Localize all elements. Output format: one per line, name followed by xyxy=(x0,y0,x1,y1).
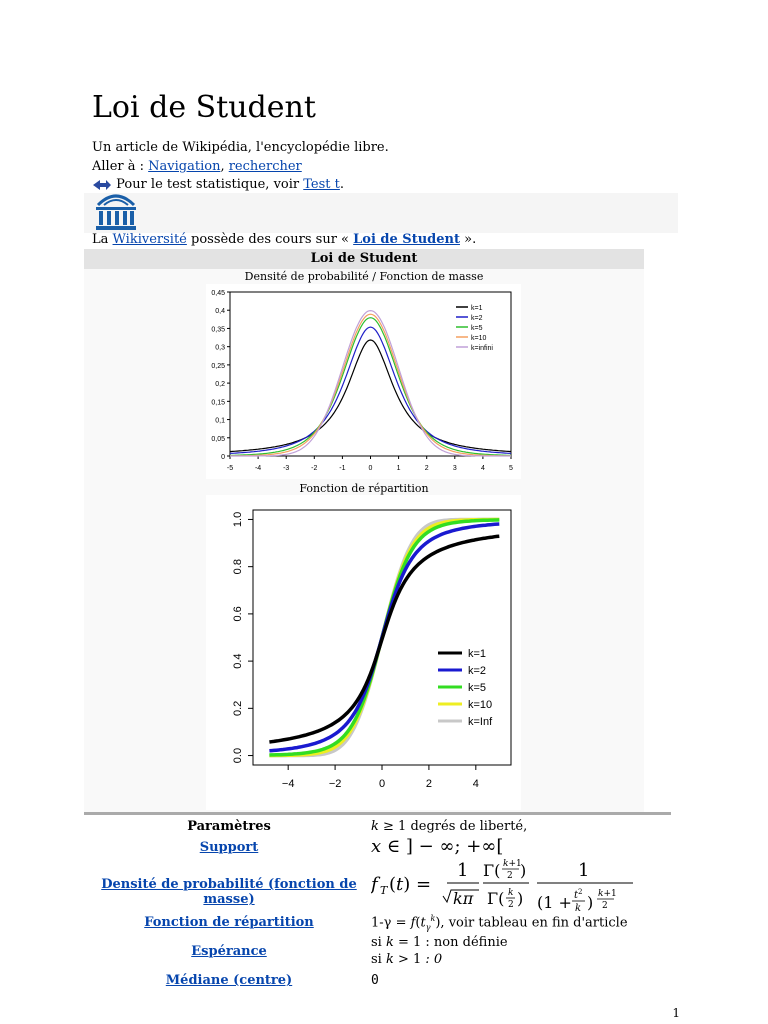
cdf-legend-label: k=Inf xyxy=(468,716,493,728)
pdf-y-tick-label: 0,1 xyxy=(215,417,225,425)
svg-text:k: k xyxy=(575,903,582,914)
test-t-link[interactable]: Test t xyxy=(303,177,340,192)
disambig-icon xyxy=(92,177,116,192)
pdf-y-tick-label: 0,4 xyxy=(215,308,225,316)
svg-text:(t) =: (t) = xyxy=(389,874,432,895)
pdf-legend-label: k=2 xyxy=(471,315,483,322)
disambig-end: . xyxy=(339,177,345,192)
svg-text:(1 +: (1 + xyxy=(537,893,572,912)
goto-line xyxy=(92,159,302,175)
infobox-separator xyxy=(84,812,671,815)
svg-text:Γ(: Γ( xyxy=(487,889,505,908)
goto-sep: , xyxy=(220,159,225,174)
param-label-mediane xyxy=(84,973,374,988)
cdf-legend-label: k=1 xyxy=(468,648,487,660)
search-link[interactable]: rechercher xyxy=(228,159,302,174)
page-title: Loi de Student xyxy=(92,90,316,125)
pdf-x-tick-label: 2 xyxy=(424,465,429,472)
cdf-y-tick-label: 1.0 xyxy=(232,511,244,528)
param-value-esperance-2: si k > 1 : 0 xyxy=(371,952,443,967)
wikiversity-band xyxy=(84,193,678,233)
pdf-x-tick-label: 0 xyxy=(368,465,373,472)
pdf-x-tick-label: -1 xyxy=(339,465,346,472)
pdf-x-tick-label: -5 xyxy=(226,465,234,472)
pdf-y-tick-label: 0,3 xyxy=(215,344,225,352)
cdf-y-tick-label: 0.0 xyxy=(232,747,244,764)
svg-text:k+1: k+1 xyxy=(503,859,522,869)
pdf-legend-label: k=1 xyxy=(471,305,483,312)
wikiversity-link[interactable]: Wikiversité xyxy=(112,232,187,247)
cdf-caption: Fonction de répartition xyxy=(299,482,429,495)
pdf-legend-label: k=10 xyxy=(471,335,487,342)
cdf-x-tick-label: 0 xyxy=(378,778,386,790)
pdf-chart xyxy=(206,284,521,479)
svg-text:T: T xyxy=(380,884,388,897)
param-label-cdf xyxy=(84,915,374,930)
cdf-x-tick-label: −4 xyxy=(281,778,295,790)
pdf-x-tick-label: 1 xyxy=(396,465,401,472)
cdf-chart xyxy=(206,495,521,810)
pdf-y-tick-label: 0 xyxy=(221,454,225,461)
navigation-link[interactable]: Navigation xyxy=(148,159,221,174)
wikiv-end: ». xyxy=(464,232,477,247)
svg-text:2: 2 xyxy=(602,901,608,911)
mediane-link[interactable]: Médiane (centre) xyxy=(165,973,293,988)
cdf-x-tick-label: 4 xyxy=(472,778,479,790)
param-value-parametres: k ≥ 1 degrés de liberté, xyxy=(371,819,528,834)
wikiv-prefix: La xyxy=(92,232,109,247)
cdf-link[interactable]: Fonction de répartition xyxy=(144,915,314,930)
cdf-y-tick-label: 0.8 xyxy=(232,559,244,575)
param-value-cdf: $1-\gamma = f(t_\gamma^k)$, voir tableau en fin d'article xyxy=(371,914,628,932)
svg-text:1: 1 xyxy=(578,860,590,881)
param-label-support xyxy=(84,840,374,855)
wikiv-mid: possède des cours sur « xyxy=(191,232,349,247)
svg-text:k+1: k+1 xyxy=(598,889,617,899)
cdf-y-tick-label: 0.4 xyxy=(232,653,244,669)
svg-text:): ) xyxy=(517,889,524,908)
density-link[interactable]: Densité de probabilité (fonction de masse) xyxy=(101,877,357,907)
pdf-x-tick-label: 5 xyxy=(509,465,513,472)
pdf-x-tick-label: 3 xyxy=(452,465,457,472)
svg-text:kπ: kπ xyxy=(453,889,474,908)
cdf-x-tick-label: 2 xyxy=(425,778,432,790)
pdf-legend-label: k=5 xyxy=(471,325,483,332)
svg-text:): ) xyxy=(587,893,594,912)
param-value-esperance: si k = 1 : non définie xyxy=(371,935,508,950)
wikiversity-line xyxy=(92,232,476,248)
param-value-support: x ∈ ] − ∞; +∞[ xyxy=(371,836,504,857)
svg-text:t2: $t^2$ xyxy=(574,888,583,901)
goto-prefix: Aller à : xyxy=(92,159,145,174)
param-label-density xyxy=(84,877,374,907)
pdf-x-tick-label: 4 xyxy=(480,465,485,472)
param-label-esperance xyxy=(84,944,374,959)
pdf-y-tick-label: 0,15 xyxy=(211,399,225,407)
param-label-parametres: Paramètres xyxy=(187,819,271,834)
param-value-mediane: 0 xyxy=(371,973,379,988)
svg-text:f: f xyxy=(371,874,378,895)
wikiversity-icon xyxy=(92,193,140,237)
disambig-text: Pour le test statistique, voir xyxy=(116,177,300,192)
pdf-x-tick-label: -3 xyxy=(283,465,290,472)
svg-text:Γ(: Γ( xyxy=(483,861,501,880)
svg-text:2: 2 xyxy=(507,871,513,881)
course-link[interactable]: Loi de Student xyxy=(353,232,460,247)
pdf-legend-label: k=infini xyxy=(471,345,493,352)
pdf-y-tick-label: 0,25 xyxy=(211,362,225,370)
page-number: 1 xyxy=(672,1006,680,1020)
pdf-caption: Densité de probabilité / Fonction de masse xyxy=(244,270,484,283)
svg-text:1: 1 xyxy=(457,860,469,881)
pdf-y-tick-label: 0,2 xyxy=(215,381,225,389)
esperance-link[interactable]: Espérance xyxy=(191,944,267,959)
cdf-x-tick-label: −2 xyxy=(328,778,342,790)
svg-text:2: 2 xyxy=(508,900,514,910)
infobox-header: Loi de Student xyxy=(84,249,644,269)
cdf-legend-label: k=2 xyxy=(468,665,487,677)
pdf-y-tick-label: 0,45 xyxy=(211,290,225,297)
disambiguation-line xyxy=(92,177,344,193)
svg-text:): ) xyxy=(520,861,527,880)
cdf-y-tick-label: 0.6 xyxy=(232,606,244,622)
pdf-y-tick-label: 0,35 xyxy=(211,326,225,334)
cdf-legend-label: k=10 xyxy=(468,699,493,711)
support-link[interactable]: Support xyxy=(199,840,259,855)
subtitle: Un article de Wikipédia, l'encyclopédie libre. xyxy=(92,140,389,155)
pdf-x-tick-label: -2 xyxy=(311,465,318,472)
pdf-x-tick-label: -4 xyxy=(254,465,262,472)
svg-text:k: k xyxy=(508,888,514,898)
cdf-y-tick-label: 0.2 xyxy=(232,700,244,716)
cdf-legend-label: k=5 xyxy=(468,682,487,694)
pdf-y-tick-label: 0,05 xyxy=(211,435,225,443)
